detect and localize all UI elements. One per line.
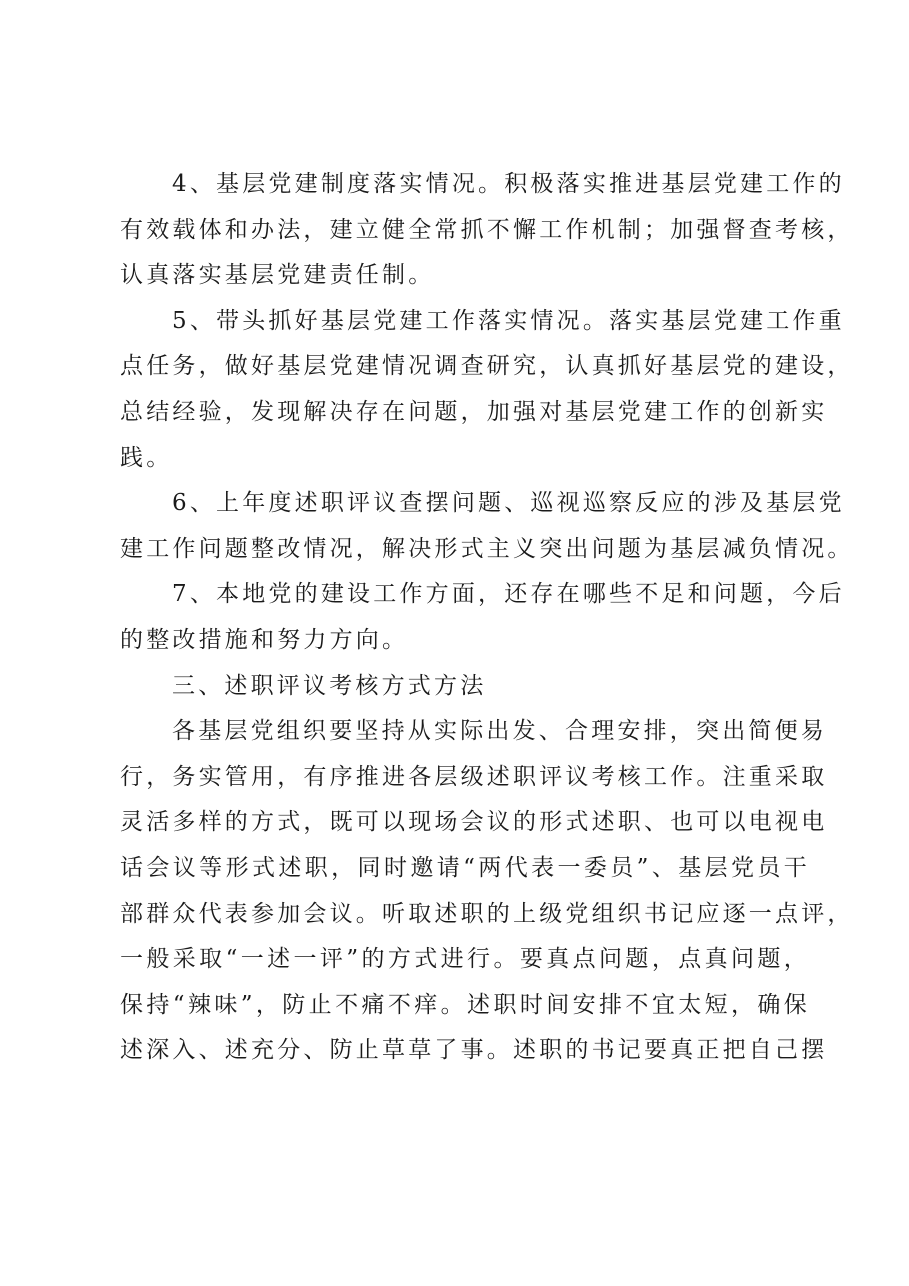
text-line: 5、带头抓好基层党建工作落实情况。落实基层党建工作重 bbox=[172, 307, 845, 334]
text-line: 保持“辣味”，防止不痛不痒。述职时间安排不宜太短，确保 bbox=[120, 991, 810, 1018]
text-line: 话会议等形式述职，同时邀请“两代表一委员”、基层党员干 bbox=[120, 854, 810, 881]
paragraph-item-7 bbox=[120, 572, 845, 663]
document-page bbox=[120, 162, 854, 1074]
text-line: 总结经验，发现解决存在问题，加强对基层党建工作的创新实 bbox=[120, 398, 828, 425]
text-line: 各基层党组织要坚持从实际出发、合理安排，突出简便易 bbox=[172, 718, 827, 745]
paragraph-section-3-body bbox=[120, 709, 854, 1074]
paragraph-item-4 bbox=[120, 162, 854, 299]
text-line: 7、本地党的建设工作方面，还存在哪些不足和问题，今后 bbox=[172, 581, 845, 608]
text-line: 点任务，做好基层党建情况调查研究，认真抓好基层党的建设， bbox=[120, 353, 854, 380]
section-heading bbox=[120, 664, 810, 710]
text-line: 部群众代表参加会议。听取述职的上级党组织书记应逐一点评， bbox=[120, 900, 854, 927]
text-line: 述深入、述充分、防止草草了事。述职的书记要真正把自己摆 bbox=[120, 1037, 828, 1064]
text-line: 践。 bbox=[120, 444, 173, 471]
text-line: 的整改措施和努力方向。 bbox=[120, 626, 409, 653]
text-line: 灵活多样的方式，既可以现场会议的形式述职、也可以电视电 bbox=[120, 809, 828, 836]
text-line: 行，务实管用，有序推进各层级述职评议考核工作。注重采取 bbox=[120, 763, 828, 790]
text-line: 认真落实基层党建责任制。 bbox=[120, 262, 435, 289]
section-heading-text: 三、述职评议考核方式方法 bbox=[172, 672, 487, 699]
text-line: 一般采取“一述一评”的方式进行。要真点问题，点真问题， bbox=[120, 946, 810, 973]
text-line: 有效载体和办法，建立健全常抓不懈工作机制；加强督查考核， bbox=[120, 216, 854, 243]
text-line: 建工作问题整改情况，解决形式主义突出问题为基层减负情况。 bbox=[120, 535, 854, 562]
paragraph-item-6 bbox=[120, 481, 854, 572]
text-line: 4、基层党建制度落实情况。积极落实推进基层党建工作的 bbox=[172, 171, 845, 197]
text-line: 6、上年度述职评议查摆问题、巡视巡察反应的涉及基层党 bbox=[172, 490, 845, 517]
paragraph-item-5 bbox=[120, 299, 854, 481]
